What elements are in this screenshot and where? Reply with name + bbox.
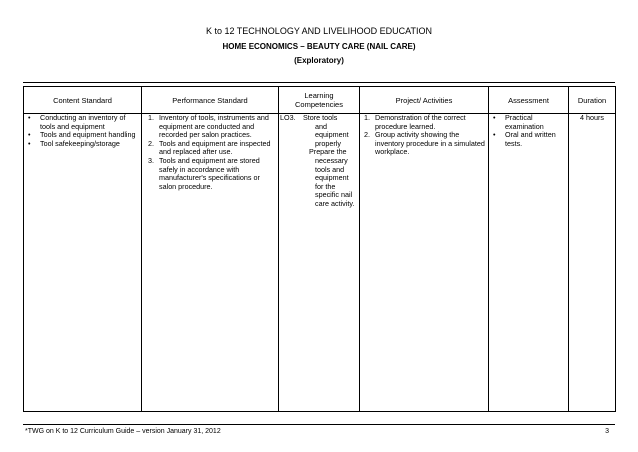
- list-item: • Practical examination: [489, 114, 568, 131]
- list-text: Tools and equipment are inspected and replaced after use.: [159, 138, 271, 157]
- list-item: • Conducting an inventory of tools and equipment: [24, 114, 141, 131]
- list-item: [147, 140, 275, 157]
- list-text: Demonstration of the correct procedure learned.: [375, 113, 466, 131]
- cell-content-standard: [24, 114, 142, 412]
- cell-assessment: [489, 114, 569, 412]
- footer-divider: [23, 424, 615, 425]
- document-subtitle: HOME ECONOMICS – BEAUTY CARE (NAIL CARE): [222, 42, 416, 51]
- document-title: K to 12 TECHNOLOGY AND LIVELIHOOD EDUCATION: [205, 26, 433, 36]
- learning-outcome-line: for the: [315, 181, 336, 191]
- cell-learning-competencies: [279, 114, 360, 412]
- header-learning-competencies-line1: Learning: [304, 91, 334, 100]
- table-row: [24, 114, 616, 412]
- page-number: 3: [605, 428, 609, 435]
- header-learning-competencies-line2: Competencies: [295, 100, 343, 109]
- list-number: 2.: [148, 138, 154, 148]
- cell-performance-standard: [142, 114, 279, 412]
- list-text: Tools and equipment are stored safely in accordance with manufacturer's specifications or salon procedure.: [159, 155, 260, 191]
- list-item: • Tool safekeeping/storage: [24, 140, 141, 149]
- list-item: • Tools and equipment handling: [24, 131, 141, 140]
- list-number: 3.: [148, 155, 154, 165]
- footer-note: *TWG on K to 12 Curriculum Guide – version January 31, 2012: [25, 428, 221, 435]
- list-item: [147, 114, 275, 140]
- learning-outcome-body: [299, 114, 359, 209]
- list-number: 2.: [364, 130, 370, 140]
- learning-outcome-line: specific nail: [315, 190, 353, 200]
- header-divider: [23, 82, 615, 83]
- header-project-activities: Project/ Activities: [360, 87, 489, 114]
- learning-outcome-line: properly: [315, 138, 341, 148]
- learning-outcome-code: LO3.: [280, 113, 296, 122]
- table-header-row: [24, 87, 616, 114]
- list-text: Inventory of tools, instruments and equipment are conducted and recorded per salon practices.: [159, 113, 269, 140]
- list-text: Group activity showing the inventory procedure in a simulated workplace.: [375, 130, 485, 157]
- learning-outcome-line: care activity.: [315, 198, 355, 208]
- project-activities-list: [360, 114, 488, 157]
- document-level: (Exploratory): [294, 56, 344, 65]
- learning-outcome-first: Store tools: [303, 113, 338, 122]
- content-standard-list: [24, 114, 141, 148]
- learning-outcome: [279, 114, 359, 209]
- list-item: [147, 157, 275, 191]
- curriculum-table: [23, 86, 616, 412]
- header-assessment: Assessment: [489, 87, 569, 114]
- header-performance-standard: Performance Standard: [142, 87, 279, 114]
- learning-outcome-line: necessary: [315, 155, 348, 165]
- cell-duration: 4 hours: [569, 114, 616, 412]
- list-number: 1.: [148, 113, 154, 122]
- list-item: [363, 131, 485, 157]
- assessment-list: [489, 114, 568, 148]
- performance-standard-list: [142, 114, 278, 191]
- list-item: • Oral and written tests.: [489, 131, 568, 148]
- list-item: [363, 114, 485, 131]
- cell-project-activities: [360, 114, 489, 412]
- learning-outcome-line: Prepare the: [309, 147, 347, 157]
- learning-outcome-line: and: [315, 121, 327, 131]
- list-number: 1.: [364, 113, 370, 122]
- header-duration: Duration: [569, 87, 616, 114]
- learning-outcome-line: equipment: [315, 173, 349, 183]
- header-learning-competencies: [279, 87, 360, 114]
- learning-outcome-line: equipment: [315, 130, 349, 140]
- header-content-standard: Content Standard: [24, 87, 142, 114]
- learning-outcome-line: tools and: [315, 164, 345, 174]
